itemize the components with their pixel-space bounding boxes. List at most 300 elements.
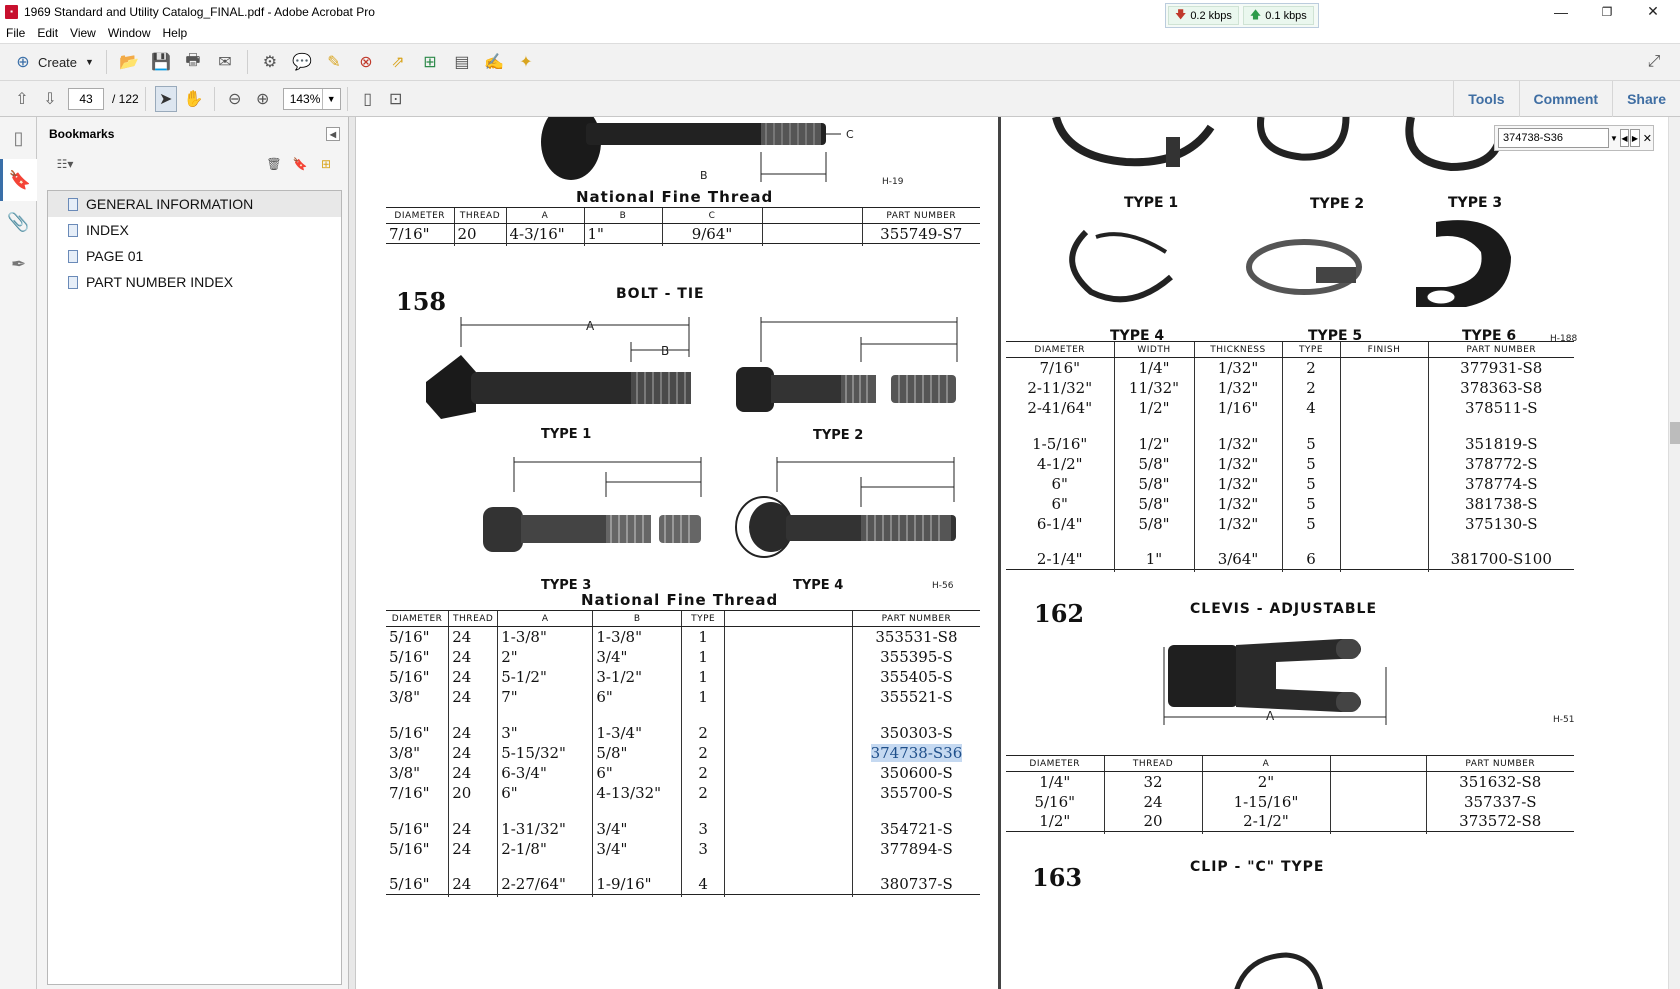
- section-heading: National Fine Thread: [576, 188, 774, 206]
- table-cell: 5/16": [389, 875, 430, 894]
- table-cell: 2": [498, 647, 593, 667]
- tools-link[interactable]: Tools: [1453, 81, 1518, 117]
- table-cell: 24: [449, 839, 498, 859]
- section-title: CLEVIS - ADJUSTABLE: [1190, 601, 1378, 617]
- table-cell: 1/4": [1114, 358, 1194, 378]
- zoom-in-icon[interactable]: ⊕: [256, 90, 270, 108]
- table-cell: 3: [682, 819, 725, 839]
- pdf-icon: ▪: [5, 5, 18, 19]
- column-header: [725, 611, 853, 627]
- table-cell: 2-1/2": [1202, 812, 1330, 832]
- table-cell: 350600-S: [852, 763, 980, 783]
- table-cell: 378511-S: [1428, 398, 1574, 418]
- pdf-page-left: [386, 117, 998, 989]
- table-cell: 5: [1282, 494, 1340, 514]
- table-cell: 378363-S8: [1428, 378, 1574, 398]
- bookmark-item[interactable]: INDEX: [48, 217, 341, 243]
- table-cell: 4: [1282, 398, 1340, 418]
- table-cell: 351819-S: [1428, 434, 1574, 454]
- table-cell: 1/2": [1039, 812, 1071, 831]
- table-row: [386, 763, 980, 783]
- table-cell: [1340, 514, 1428, 534]
- section-number: 163: [1032, 863, 1083, 892]
- table-cell: 32: [1104, 772, 1202, 792]
- type-label: TYPE 4: [1110, 328, 1165, 344]
- table-cell: 7": [498, 687, 593, 707]
- table-row: [1006, 772, 1574, 792]
- table-header-row: [386, 208, 980, 224]
- table-row: [386, 783, 980, 803]
- table-cell: [725, 647, 853, 667]
- maximize-button[interactable]: ❐: [1601, 4, 1613, 19]
- bookmarks-toolbar: [37, 151, 348, 177]
- select-cursor-icon[interactable]: ➤: [155, 86, 177, 112]
- figure-code: H-188: [1550, 334, 1578, 344]
- window-title: 1969 Standard and Utility Catalog_FINAL.pdf - Adobe Acrobat Pro: [24, 4, 375, 19]
- bookmarks-panel: [37, 117, 349, 989]
- table-cell: 24: [449, 723, 498, 743]
- table-cell: 5: [1282, 454, 1340, 474]
- add-bookmark-icon[interactable]: ⊞: [320, 157, 332, 171]
- column-header: FINISH: [1340, 342, 1428, 358]
- table-cell: 1/32": [1194, 494, 1282, 514]
- menu-help[interactable]: Help: [162, 26, 188, 40]
- parts-table: [386, 207, 980, 246]
- fit-width-icon[interactable]: ⊡: [389, 90, 403, 108]
- table-row: [386, 224, 980, 244]
- table-cell: 9/64": [662, 224, 762, 244]
- new-bookmark-icon[interactable]: 🔖: [292, 157, 308, 171]
- table-cell: 350303-S: [852, 723, 980, 743]
- navigation-toolbar: [0, 81, 1680, 117]
- open-icon[interactable]: 📂: [118, 54, 139, 71]
- clip-drawing: [1216, 947, 1336, 989]
- dimension-label: A: [586, 319, 595, 333]
- network-monitor: [1165, 3, 1319, 28]
- table-cell: 7/16": [389, 783, 430, 802]
- table-cell: 381700-S100: [1428, 550, 1574, 570]
- table-row: [386, 723, 980, 743]
- separator: [106, 50, 107, 74]
- table-cell: 2-27/64": [498, 875, 593, 895]
- table-cell: 20: [449, 783, 498, 803]
- zoom-out-icon[interactable]: ⊖: [228, 90, 242, 108]
- table-cell: 3/4": [593, 839, 682, 859]
- table-cell: 6": [593, 687, 682, 707]
- tie-bolt-drawings: [421, 317, 976, 572]
- delete-icon[interactable]: ⊗: [359, 54, 373, 71]
- table-cell: 1: [682, 687, 725, 707]
- table-cell: 5: [1282, 474, 1340, 494]
- table-cell: 2-1/4": [1036, 550, 1083, 569]
- type-label: TYPE 1: [1124, 195, 1179, 211]
- section-number: 162: [1034, 599, 1085, 628]
- table-cell: 3/8": [389, 743, 421, 762]
- column-header: DIAMETER: [1006, 756, 1104, 772]
- table-cell: [725, 875, 853, 895]
- table-cell: 5: [1282, 434, 1340, 454]
- table-cell: 11/32": [1114, 378, 1194, 398]
- table-cell: 1/2": [1114, 434, 1194, 454]
- table-cell: 2: [682, 783, 725, 803]
- table-row: [1006, 454, 1574, 474]
- table-cell: 355521-S: [852, 687, 980, 707]
- column-header: TYPE: [1282, 342, 1340, 358]
- menu-bar: [0, 23, 1680, 43]
- find-input[interactable]: 374738-S36: [1498, 128, 1609, 148]
- find-bar: [1494, 125, 1654, 151]
- table-spacer-row: [386, 803, 980, 819]
- column-header: C: [662, 208, 762, 224]
- table-cell: 3/4": [593, 647, 682, 667]
- table-cell: 1/32": [1194, 434, 1282, 454]
- dimension-label: A: [1266, 709, 1275, 723]
- table-spacer-row: [386, 859, 980, 875]
- close-icon[interactable]: ✕: [1642, 132, 1652, 145]
- table-cell: 5/16": [389, 723, 430, 742]
- table-cell: 3/64": [1194, 550, 1282, 570]
- table-cell: 2-41/64": [1027, 398, 1093, 417]
- type-label: TYPE 4: [793, 578, 844, 593]
- table-cell: 2: [1282, 378, 1340, 398]
- column-header: PART NUMBER: [1426, 756, 1574, 772]
- table-cell: 1/4": [1039, 772, 1071, 791]
- arrow-down-icon: 🡇: [1175, 9, 1187, 21]
- column-header: THREAD: [1104, 756, 1202, 772]
- next-page-icon[interactable]: ⇩: [43, 90, 57, 108]
- table-row: [1006, 550, 1574, 570]
- table-cell: 6": [593, 763, 682, 783]
- chevron-down-icon[interactable]: ▼: [1610, 133, 1618, 143]
- table-cell: 5/8": [1114, 494, 1194, 514]
- table-cell: 1: [682, 667, 725, 687]
- table-cell: 2: [682, 723, 725, 743]
- column-header: A: [506, 208, 584, 224]
- table-row: [386, 687, 980, 707]
- table-cell: 3-1/2": [593, 667, 682, 687]
- find-next-icon[interactable]: ▶: [1630, 129, 1640, 147]
- table-cell: 374738-S36: [852, 743, 980, 763]
- table-row: [1006, 494, 1574, 514]
- menu-view[interactable]: View: [70, 26, 96, 40]
- table-cell: 355700-S: [852, 783, 980, 803]
- bookmark-icon: [68, 250, 78, 263]
- table-cell: 1: [682, 647, 725, 667]
- separator: [145, 87, 146, 111]
- sign-icon[interactable]: ✍: [483, 54, 504, 71]
- table-cell: 2-11/32": [1027, 378, 1093, 397]
- table-row: [386, 627, 980, 647]
- chevron-down-icon: ▼: [85, 57, 94, 67]
- column-header: B: [584, 208, 662, 224]
- table-row: [1006, 398, 1574, 418]
- collapse-panel-icon[interactable]: ◀: [326, 127, 340, 141]
- highlight-icon[interactable]: ✎: [327, 54, 341, 71]
- comment-icon[interactable]: 💬: [291, 54, 312, 71]
- table-cell: 5/16": [1034, 792, 1076, 811]
- table-cell: 355395-S: [852, 647, 980, 667]
- column-header: A: [498, 611, 593, 627]
- table-cell: 351632-S8: [1426, 772, 1574, 792]
- table-spacer-row: [1006, 534, 1574, 550]
- table-cell: [725, 763, 853, 783]
- close-button[interactable]: ✕: [1647, 3, 1659, 19]
- table-cell: [762, 224, 862, 244]
- options-icon[interactable]: ☷▾: [56, 157, 74, 171]
- table-cell: 1": [584, 224, 662, 244]
- review-icon[interactable]: ✦: [519, 54, 533, 71]
- table-header-row: [386, 611, 980, 627]
- table-spacer-row: [386, 707, 980, 723]
- settings-icon[interactable]: ⚙: [262, 54, 278, 71]
- table-cell: 2: [682, 743, 725, 763]
- table-cell: 2: [682, 763, 725, 783]
- table-cell: 24: [449, 627, 498, 647]
- table-cell: [725, 743, 853, 763]
- table-row: [386, 819, 980, 839]
- document-view[interactable]: [356, 117, 1668, 989]
- bookmark-item[interactable]: PART NUMBER INDEX: [48, 269, 341, 295]
- separator: [247, 50, 248, 74]
- table-cell: 24: [449, 647, 498, 667]
- scrollbar-thumb[interactable]: [1670, 422, 1680, 444]
- menu-file[interactable]: File: [6, 26, 26, 40]
- column-header: PART NUMBER: [862, 208, 980, 224]
- table-row: [1006, 792, 1574, 812]
- hand-tool-icon[interactable]: ✋: [183, 90, 204, 108]
- page-number-input[interactable]: 43: [68, 88, 104, 110]
- table-cell: 5-1/2": [498, 667, 593, 687]
- section-number: 158: [396, 287, 447, 316]
- table-cell: [1340, 494, 1428, 514]
- bookmark-icon: [68, 276, 78, 289]
- table-cell: 377894-S: [852, 839, 980, 859]
- column-header: TYPE: [682, 611, 725, 627]
- table-spacer-row: [1006, 418, 1574, 434]
- table-cell: 3": [498, 723, 593, 743]
- table-cell: [725, 819, 853, 839]
- table-cell: 3: [682, 839, 725, 859]
- table-row: [386, 743, 980, 763]
- parts-table: [1006, 755, 1574, 834]
- table-cell: [1340, 378, 1428, 398]
- table-cell: 3/4": [593, 819, 682, 839]
- table-cell: [725, 627, 853, 647]
- table-cell: 1/32": [1194, 514, 1282, 534]
- column-header: DIAMETER: [1006, 342, 1114, 358]
- table-cell: [725, 687, 853, 707]
- column-header: WIDTH: [1114, 342, 1194, 358]
- type-label: TYPE 3: [541, 578, 592, 593]
- separator: [347, 87, 348, 111]
- panel-splitter[interactable]: [349, 117, 356, 989]
- export-icon[interactable]: ⇗: [391, 54, 405, 71]
- table-cell: 5: [1282, 514, 1340, 534]
- table-cell: 5/8": [593, 743, 682, 763]
- table-cell: 2-1/8": [498, 839, 593, 859]
- table-cell: 1/2": [1114, 398, 1194, 418]
- save-icon[interactable]: 💾: [150, 54, 171, 71]
- table-cell: 4-1/2": [1036, 454, 1083, 473]
- fit-page-icon[interactable]: ▯: [363, 90, 373, 108]
- dimension-label: B: [700, 169, 708, 182]
- page-divider: [998, 117, 1001, 989]
- table-cell: 1/32": [1194, 454, 1282, 474]
- table-cell: 24: [449, 763, 498, 783]
- type-label: TYPE 2: [813, 428, 864, 443]
- table-cell: 373572-S8: [1426, 812, 1574, 832]
- table-row: [1006, 514, 1574, 534]
- table-cell: 3/8": [389, 763, 421, 782]
- table-cell: 1-31/32": [498, 819, 593, 839]
- section-title: CLIP - "C" TYPE: [1190, 859, 1325, 875]
- table-cell: 355405-S: [852, 667, 980, 687]
- type-label: TYPE 5: [1308, 328, 1363, 344]
- table-cell: 1-5/16": [1032, 434, 1088, 453]
- table-cell: 3/8": [389, 687, 421, 706]
- create-button[interactable]: ⊕ Create ▼: [8, 49, 100, 75]
- table-cell: [1330, 792, 1426, 812]
- section-heading: National Fine Thread: [581, 591, 779, 609]
- figure-code: H-56: [932, 581, 954, 591]
- column-header: THREAD: [454, 208, 506, 224]
- column-header: THICKNESS: [1194, 342, 1282, 358]
- page-thumbnails-icon[interactable]: ▯: [13, 127, 24, 148]
- table-cell: 6: [1282, 550, 1340, 570]
- column-header: PART NUMBER: [852, 611, 980, 627]
- column-header: THREAD: [449, 611, 498, 627]
- table-cell: 20: [454, 224, 506, 244]
- table-cell: 377931-S8: [1428, 358, 1574, 378]
- dimension-label: C: [846, 128, 854, 141]
- table-cell: 353531-S8: [852, 627, 980, 647]
- hose-clamp-drawings: [1046, 117, 1546, 317]
- table-cell: 20: [1104, 812, 1202, 832]
- section-title: BOLT - TIE: [616, 286, 705, 302]
- table-cell: 5/16": [389, 839, 430, 858]
- table-cell: 24: [1104, 792, 1202, 812]
- chevron-down-icon: ▼: [322, 89, 340, 109]
- bookmark-item[interactable]: PAGE 01: [48, 243, 341, 269]
- table-row: [1006, 378, 1574, 398]
- type-label: TYPE 3: [1448, 195, 1503, 211]
- share-link[interactable]: Share: [1612, 81, 1680, 117]
- table-cell: 1-15/16": [1202, 792, 1330, 812]
- table-row: [386, 875, 980, 895]
- page-total: / 122: [112, 91, 139, 106]
- print-icon[interactable]: 🖶: [185, 51, 201, 69]
- column-header: [1330, 756, 1426, 772]
- main-toolbar: [0, 43, 1680, 81]
- type-label: TYPE 6: [1462, 328, 1517, 344]
- table-cell: [725, 839, 853, 859]
- table-cell: 24: [449, 667, 498, 687]
- table-cell: 355749-S7: [862, 224, 980, 244]
- figure-code: H-19: [882, 177, 904, 187]
- organize-icon[interactable]: ▤: [454, 54, 470, 71]
- zoom-select[interactable]: 143% ▼: [283, 88, 341, 110]
- combine-icon[interactable]: ⊞: [423, 54, 437, 71]
- table-cell: 1/32": [1194, 474, 1282, 494]
- type-label: TYPE 2: [1310, 196, 1365, 212]
- table-cell: 7/16": [389, 224, 430, 243]
- column-header: DIAMETER: [386, 611, 449, 627]
- comment-link[interactable]: Comment: [1519, 81, 1613, 117]
- table-header-row: [1006, 756, 1574, 772]
- table-cell: 7/16": [1039, 358, 1081, 377]
- table-cell: 1": [1114, 550, 1194, 570]
- table-cell: 24: [449, 687, 498, 707]
- table-row: [386, 839, 980, 859]
- table-cell: 6": [498, 783, 593, 803]
- table-cell: 1-9/16": [593, 875, 682, 895]
- vertical-scrollbar[interactable]: [1668, 117, 1680, 989]
- table-cell: 4: [682, 875, 725, 895]
- attachments-icon[interactable]: 📎: [7, 211, 30, 232]
- table-cell: [1340, 434, 1428, 454]
- table-cell: 1/16": [1194, 398, 1282, 418]
- table-cell: 1-3/4": [593, 723, 682, 743]
- table-cell: 5/16": [389, 819, 430, 838]
- bookmarks-header: [37, 117, 348, 151]
- table-cell: 6-1/4": [1036, 514, 1083, 533]
- trash-icon[interactable]: 🗑: [266, 157, 282, 171]
- table-cell: 5/16": [389, 667, 430, 686]
- pdf-page-right: [1006, 117, 1661, 989]
- table-cell: [1340, 550, 1428, 570]
- bookmark-item[interactable]: GENERAL INFORMATION: [48, 191, 341, 217]
- find-previous-icon[interactable]: ◀: [1620, 129, 1630, 147]
- column-header: A: [1202, 756, 1330, 772]
- minimize-button[interactable]: —: [1554, 3, 1568, 20]
- figure-code: H-51: [1553, 715, 1575, 725]
- table-cell: 2: [1282, 358, 1340, 378]
- table-cell: 1-3/8": [593, 627, 682, 647]
- table-cell: 1: [682, 627, 725, 647]
- pane-links: [1453, 81, 1680, 117]
- download-rate: 🡇 0.2 kbps: [1168, 6, 1239, 25]
- bookmark-icon[interactable]: 🔖: [0, 159, 37, 201]
- table-cell: [725, 723, 853, 743]
- table-cell: [1330, 772, 1426, 792]
- bookmarks-title: Bookmarks: [49, 127, 115, 141]
- column-header: DIAMETER: [386, 208, 454, 224]
- table-cell: 5-15/32": [498, 743, 593, 763]
- navigation-pane-rail: [0, 117, 37, 989]
- column-header: PART NUMBER: [1428, 342, 1574, 358]
- table-row: [1006, 812, 1574, 832]
- menu-edit[interactable]: Edit: [37, 26, 59, 40]
- table-cell: 24: [449, 743, 498, 763]
- signatures-icon[interactable]: ✒: [10, 253, 27, 274]
- table-cell: 375130-S: [1428, 514, 1574, 534]
- table-cell: 6": [1051, 474, 1068, 493]
- table-cell: 24: [449, 819, 498, 839]
- table-row: [1006, 358, 1574, 378]
- parts-table: [386, 610, 980, 897]
- arrow-up-icon: 🡅: [1249, 9, 1262, 21]
- email-icon[interactable]: ✉: [218, 54, 232, 71]
- menu-window[interactable]: Window: [107, 26, 151, 40]
- expand-icon[interactable]: ⤢: [1647, 53, 1661, 70]
- table-cell: 5/16": [389, 647, 430, 666]
- table-cell: 5/8": [1114, 454, 1194, 474]
- table-header-row: [1006, 342, 1574, 358]
- previous-page-icon[interactable]: ⇧: [15, 90, 29, 108]
- table-cell: [1340, 454, 1428, 474]
- table-cell: [1340, 474, 1428, 494]
- table-cell: [725, 667, 853, 687]
